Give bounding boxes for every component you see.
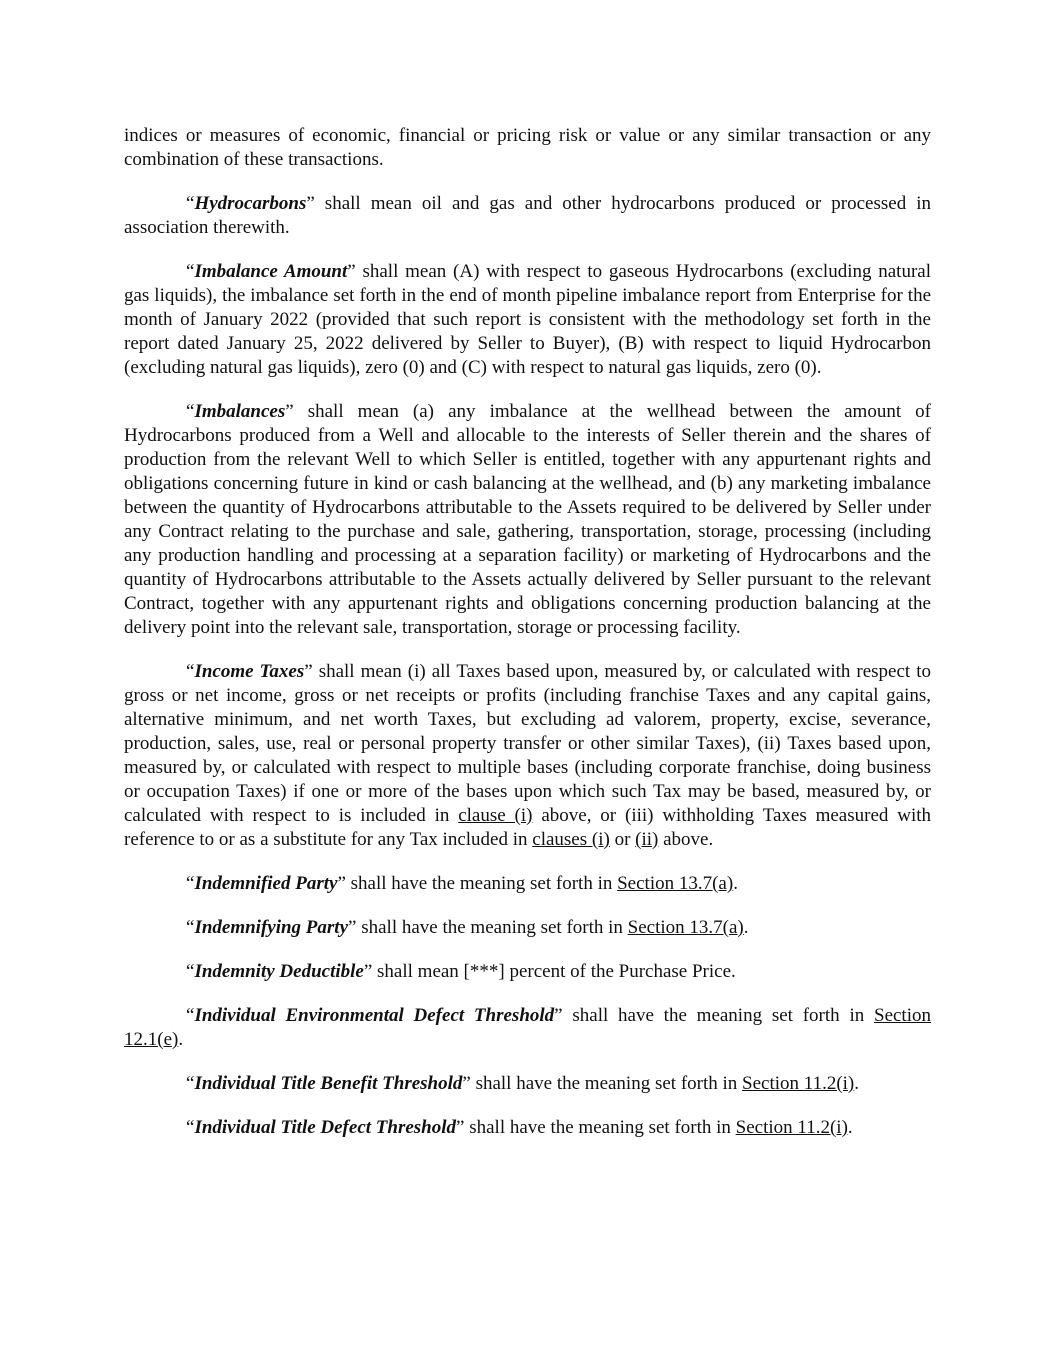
defined-term: Individual Title Benefit Threshold xyxy=(194,1073,463,1094)
definition-text: ” shall mean (A) with respect to gaseous Hydrocarbons (excluding natural gas liquids), the imbalance set forth in the end of month pipeline imbalance report from Enterprise for the month of January 2022 (provided that such report is consistent with the methodology set forth in the report dated January 25, 2022 delivered by Seller to Buyer), (B) with respect to liquid Hydrocarbon (excluding natural gas liquids), zero (0) and (C) with respect to natural gas liquids, zero (0). xyxy=(124,261,931,378)
definition-text: . xyxy=(854,1073,859,1094)
paragraph-continuation xyxy=(124,124,931,172)
cross-reference: clause (i) xyxy=(458,805,533,826)
open-quote: “ xyxy=(186,917,195,938)
definition-text: . xyxy=(733,873,738,894)
definition-indemnity-deductible xyxy=(124,960,931,984)
document-page xyxy=(124,124,931,1160)
open-quote: “ xyxy=(186,873,195,894)
open-quote: “ xyxy=(186,1005,195,1026)
definition-text: ” shall have the meaning set forth in xyxy=(337,873,618,894)
defined-term: Indemnifying Party xyxy=(194,917,349,938)
definition-individual-title-defect-threshold xyxy=(124,1116,931,1140)
defined-term: Imbalances xyxy=(194,401,286,422)
defined-term: Imbalance Amount xyxy=(194,261,348,282)
open-quote: “ xyxy=(186,193,195,214)
open-quote: “ xyxy=(186,1073,195,1094)
definition-text: ” shall mean [***] percent of the Purchase Price. xyxy=(363,961,736,982)
open-quote: “ xyxy=(186,961,195,982)
definition-text: ” shall mean (a) any imbalance at the wellhead between the amount of Hydrocarbons produced from a Well and allocable to the interests of Seller therein and the shares of production from the relevant Well to which Seller is entitled, together with any appurtenant rights and obligations concerning future in kind or cash balancing at the wellhead, and (b) any marketing imbalance between the quantity of Hydrocarbons attributable to the Assets required to be delivered by Seller under any Contract relating to the purchase and sale, gathering, transportation, storage, processing (including any production handling and processing at a separation facility) or marketing of Hydrocarbons and the quantity of Hydrocarbons attributable to the Assets actually delivered by Seller pursuant to the relevant Contract, together with any appurtenant rights and obligations concerning production balancing at the delivery point into the relevant sale, transportation, storage or processing facility. xyxy=(124,401,931,638)
definition-income-taxes xyxy=(124,660,931,852)
definition-text: ” shall have the meaning set forth in xyxy=(348,917,628,938)
defined-term: Income Taxes xyxy=(194,661,305,682)
open-quote: “ xyxy=(186,661,195,682)
definition-hydrocarbons xyxy=(124,192,931,240)
cross-reference: Section 12.1(e) xyxy=(124,1005,931,1050)
definition-individual-title-benefit-threshold xyxy=(124,1072,931,1096)
definition-text: or xyxy=(609,829,636,850)
cross-reference: Section 11.2(i) xyxy=(742,1073,855,1094)
definition-individual-environmental-defect-threshold xyxy=(124,1004,931,1052)
defined-term: Hydrocarbons xyxy=(194,193,307,214)
definition-imbalance-amount xyxy=(124,260,931,380)
definition-text: . xyxy=(743,917,749,938)
cross-reference: (ii) xyxy=(635,829,659,850)
cross-reference: Section 13.7(a) xyxy=(617,873,734,894)
open-quote: “ xyxy=(186,401,195,422)
definition-text: ” shall have the meaning set forth in xyxy=(456,1117,736,1138)
cross-reference: Section 11.2(i) xyxy=(735,1117,848,1138)
definition-text: ” shall mean oil and gas and other hydrocarbons produced or processed in association therewith. xyxy=(124,193,931,238)
definition-text: ” shall have the meaning set forth in xyxy=(554,1005,874,1026)
defined-term: Individual Environmental Defect Threshold xyxy=(194,1005,555,1026)
open-quote: “ xyxy=(186,261,195,282)
definition-indemnifying-party xyxy=(124,916,931,940)
cross-reference: clauses (i) xyxy=(532,829,610,850)
defined-term: Indemnity Deductible xyxy=(194,961,364,982)
definition-indemnified-party xyxy=(124,872,931,896)
open-quote: “ xyxy=(186,1117,195,1138)
defined-term: Individual Title Defect Threshold xyxy=(194,1117,457,1138)
definition-text: . xyxy=(178,1029,184,1050)
definition-text: above. xyxy=(658,829,714,850)
paragraph-text: indices or measures of economic, financial or pricing risk or value or any similar transaction or any combination of these transactions. xyxy=(124,125,931,170)
definition-text: . xyxy=(847,1117,853,1138)
definition-text: ” shall mean (i) all Taxes based upon, measured by, or calculated with respect to gross or net income, gross or net receipts or profits (including franchise Taxes and any capital gains, alternative minimum, and net worth Taxes, but excluding ad valorem, property, excise, severance, production, sales, use, real or personal property transfer or other similar Taxes), (ii) Taxes based upon, measured by, or calculated with respect to multiple bases (including corporate franchise, doing business or occupation Taxes) if one or more of the bases upon which such Tax may be based, measured by, or calculated with respect to is included in xyxy=(124,661,931,826)
definition-text: above, or (iii) withholding Taxes measured with reference to or as a substitute for any Tax included in xyxy=(124,805,932,850)
defined-term: Indemnified Party xyxy=(194,873,338,894)
cross-reference: Section 13.7(a) xyxy=(627,917,744,938)
definition-imbalances xyxy=(124,400,931,640)
definition-text: ” shall have the meaning set forth in xyxy=(462,1073,743,1094)
